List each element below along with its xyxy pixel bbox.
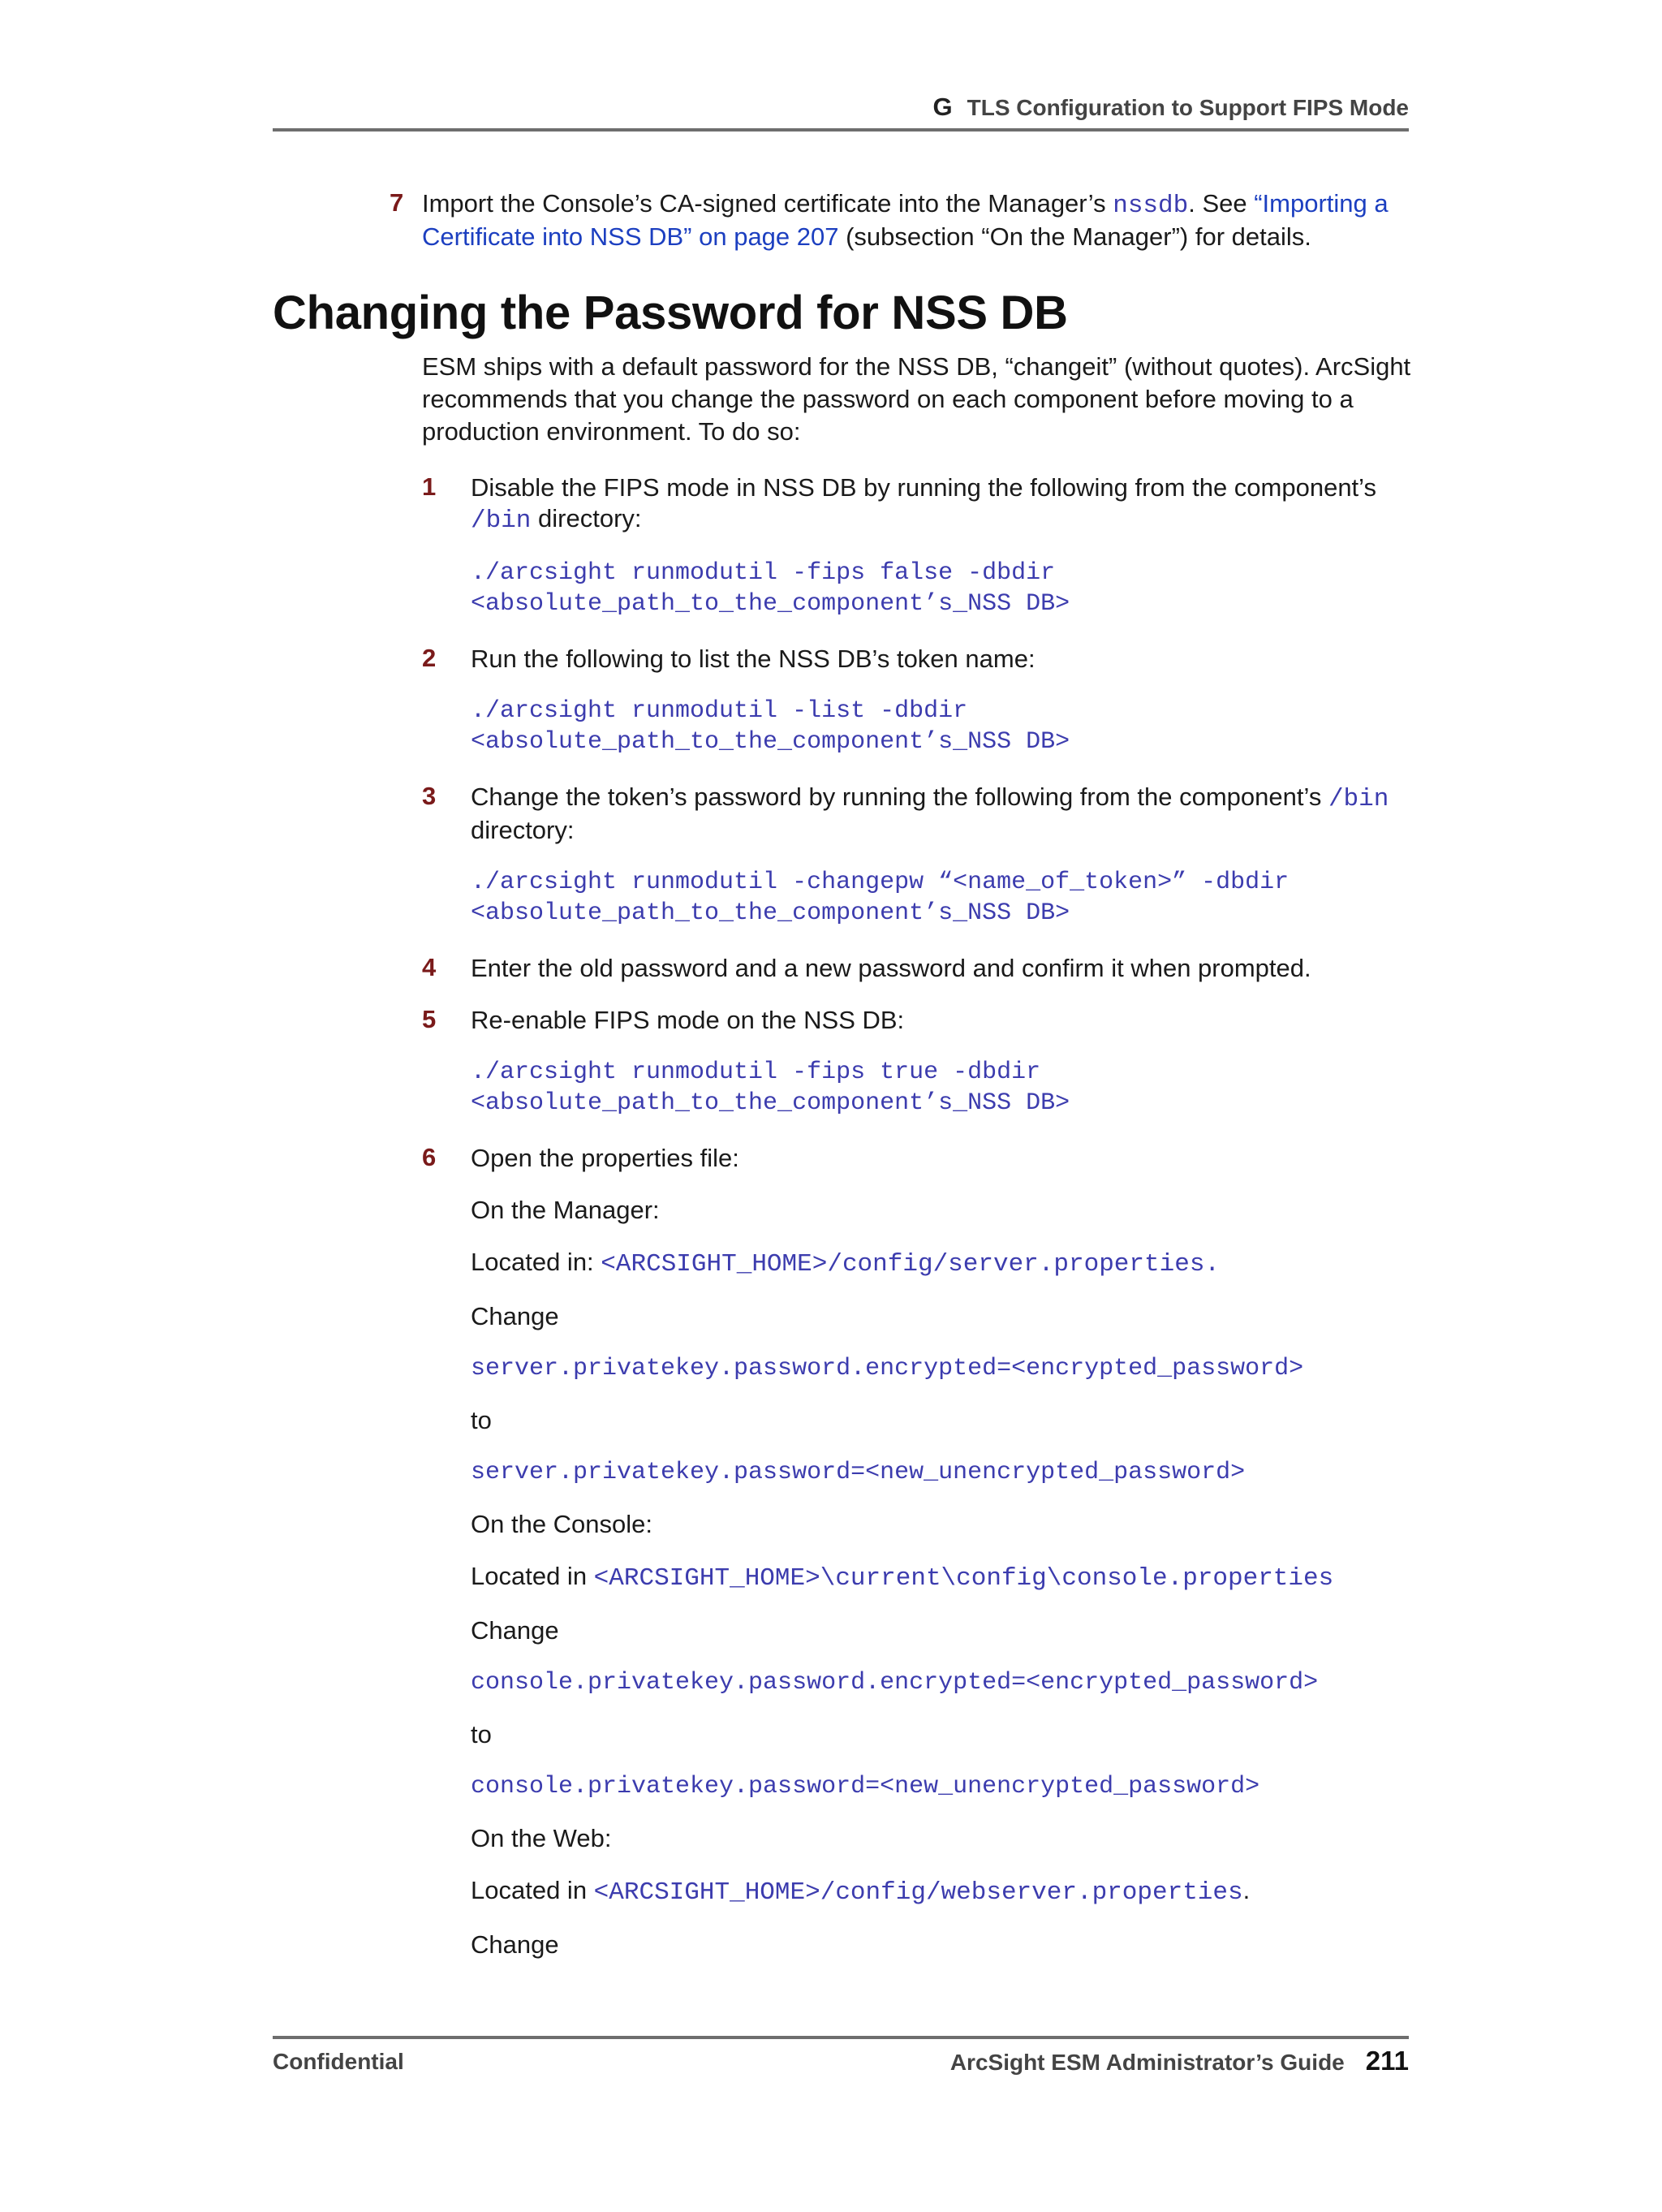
step-text <box>422 188 1412 252</box>
location-label: Located in: <box>471 1248 601 1276</box>
page-footer <box>273 2036 1409 2075</box>
step-1 <box>422 472 1412 619</box>
console-properties-path: <ARCSIGHT_HOME>\current\config\console.properties <box>593 1564 1334 1593</box>
code-block: ./arcsight runmodutil -changepw “<name_of_token>” -dbdir <absolute_path_to_the_component’s_NSS DB> <box>471 869 1290 927</box>
step-number: 6 <box>422 1143 437 1171</box>
section-body <box>422 351 1412 1981</box>
inline-code: /bin <box>471 507 532 535</box>
step-number: 4 <box>422 953 437 981</box>
step-number: 7 <box>390 188 404 217</box>
change-label: Change <box>471 1616 559 1645</box>
console-old-setting: console.privatekey.password.encrypted=<encrypted_password> <box>471 1669 1319 1697</box>
punctuation: . <box>1204 1250 1221 1278</box>
step-text-part: directory: <box>531 504 642 533</box>
chapter-title: TLS Configuration to Support FIPS Mode <box>967 95 1409 120</box>
step-text: Open the properties file: <box>471 1144 739 1172</box>
step-5 <box>422 1005 1412 1119</box>
web-label: On the Web: <box>471 1824 612 1852</box>
step-text-part: directory: <box>471 816 575 844</box>
step-6 <box>422 1143 1412 1960</box>
web-location <box>471 1875 1412 1908</box>
step-text-part: Import the Console’s CA-signed certificate into the Manager’s <box>422 189 1113 218</box>
steps-list <box>422 472 1412 1960</box>
manager-label: On the Manager: <box>471 1196 660 1224</box>
step-text <box>471 782 1412 846</box>
step-text-part: Disable the FIPS mode in NSS DB by running the following from the component’s <box>471 473 1376 502</box>
page-header <box>273 93 1409 132</box>
step-text-part: . See <box>1188 189 1255 218</box>
to-label: to <box>471 1720 492 1748</box>
code-block: ./arcsight runmodutil -list -dbdir <absolute_path_to_the_component’s_NSS DB> <box>471 697 1070 756</box>
manager-old-setting: server.privatekey.password.encrypted=<encrypted_password> <box>471 1355 1304 1382</box>
manager-new-setting: server.privatekey.password=<new_unencrypted_password> <box>471 1459 1246 1486</box>
change-label: Change <box>471 1302 559 1330</box>
confidential-label: Confidential <box>273 2049 404 2074</box>
step-text: Enter the old password and a new password and confirm it when prompted. <box>471 954 1311 982</box>
cross-reference-link[interactable]: “Importing a Certificate into NSS DB” on page 207 <box>422 189 1389 251</box>
step-number: 1 <box>422 472 437 501</box>
step-2 <box>422 644 1412 757</box>
guide-title: ArcSight ESM Administrator’s Guide <box>949 2050 1345 2075</box>
step-text-part: (subsection “On the Manager”) for details. <box>838 222 1311 251</box>
page-number: 211 <box>1365 2046 1409 2076</box>
inline-code: /bin <box>1328 785 1389 813</box>
chapter-letter: G <box>932 93 953 121</box>
location-label: Located in <box>471 1876 594 1904</box>
to-label: to <box>471 1406 492 1434</box>
code-block: ./arcsight runmodutil -fips true -dbdir <absolute_path_to_the_component’s_NSS DB> <box>471 1059 1070 1117</box>
manager-location <box>471 1247 1412 1280</box>
step-text-part: Change the token’s password by running the following from the component’s <box>471 783 1328 811</box>
change-label: Change <box>471 1930 559 1959</box>
console-location <box>471 1561 1412 1594</box>
step-text: Run the following to list the NSS DB’s token name: <box>471 645 1036 673</box>
inline-code: nssdb <box>1113 192 1189 220</box>
web-properties-path: <ARCSIGHT_HOME>/config/webserver.properties <box>593 1878 1243 1907</box>
step-text: Re-enable FIPS mode on the NSS DB: <box>471 1006 905 1034</box>
step-number: 5 <box>422 1005 437 1033</box>
step-3 <box>422 782 1412 929</box>
code-block: ./arcsight runmodutil -fips false -dbdir <absolute_path_to_the_component’s_NSS DB> <box>471 559 1070 618</box>
footer-right <box>950 2046 1409 2076</box>
punctuation: . <box>1242 1876 1251 1904</box>
intro-paragraph: ESM ships with a default password for the NSS DB, “changeit” (without quotes). ArcSight recommends that you change the password on each component before moving to a production environment. To do so: <box>422 352 1411 446</box>
console-new-setting: console.privatekey.password=<new_unencrypted_password> <box>471 1773 1260 1800</box>
manager-properties-path: <ARCSIGHT_HOME>/config/server.properties <box>601 1250 1205 1278</box>
location-label: Located in <box>471 1562 594 1590</box>
section-title: Changing the Password for NSS DB <box>273 287 1068 339</box>
step-number: 2 <box>422 644 437 672</box>
step-number: 3 <box>422 782 437 810</box>
step-text <box>471 472 1412 537</box>
console-label: On the Console: <box>471 1510 653 1538</box>
step-4 <box>422 953 1412 984</box>
step-7 <box>390 188 1412 252</box>
